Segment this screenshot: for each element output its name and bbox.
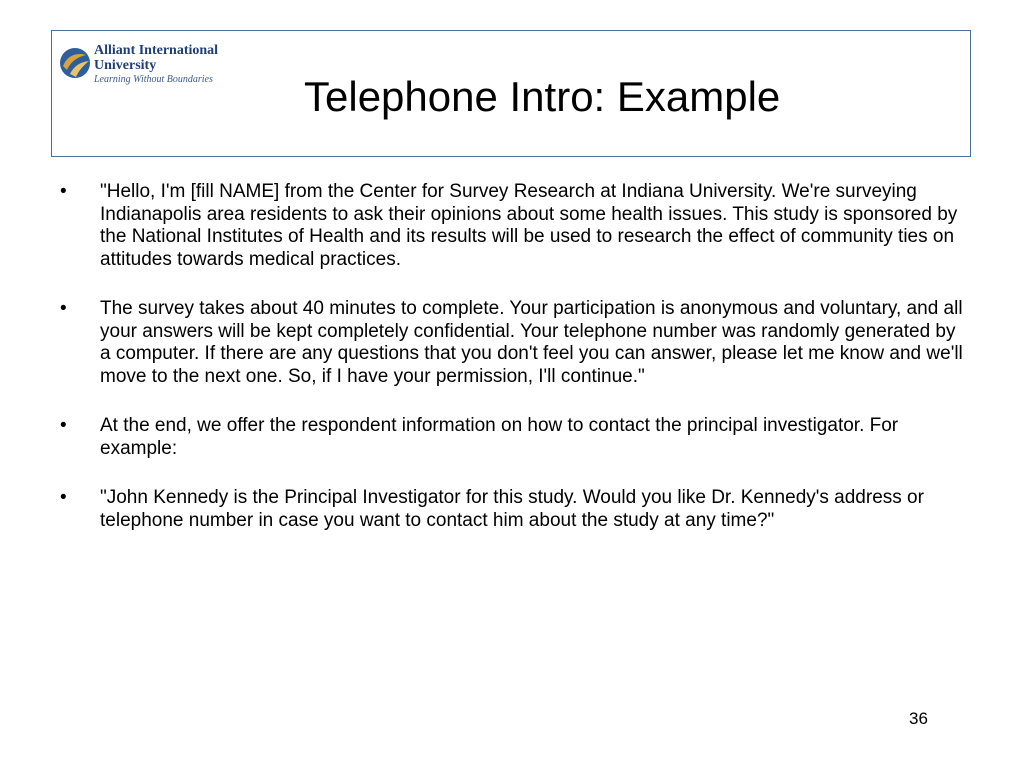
bullet-item bbox=[60, 415, 965, 460]
bullet-item bbox=[60, 181, 965, 271]
bullet-marker: • bbox=[60, 487, 67, 508]
bullet-item bbox=[60, 487, 965, 532]
logo-name-line1: Alliant International bbox=[94, 43, 219, 58]
bullet-list bbox=[60, 181, 965, 559]
bullet-marker: • bbox=[60, 298, 67, 319]
logo-name-line2: University bbox=[94, 58, 157, 73]
bullet-text: The survey takes about 40 minutes to complete. Your participation is anonymous and voluntary, and all your answers will be kept completely confidential. Your telephone number was randomly generated by a computer. If there are any questions that you don't feel you can answer, please let me know and we'll move to the next one. So, if I have your permission, I'll continue." bbox=[100, 298, 963, 387]
bullet-item bbox=[60, 298, 965, 388]
slide-title: Telephone Intro: Example bbox=[304, 73, 781, 120]
logo-wordmark bbox=[94, 44, 218, 85]
university-logo bbox=[58, 44, 238, 94]
bullet-text: "Hello, I'm [fill NAME] from the Center for Survey Research at Indiana University. We're surveying Indianapolis area residents to ask their opinions about some health issues. This study is sponsored by the National Institutes of Health and its results will be used to research the effect of community ties on attitudes towards medical practices. bbox=[100, 181, 958, 270]
bullet-marker: • bbox=[60, 415, 67, 436]
bullet-text: At the end, we offer the respondent information on how to contact the principal investigator. For example: bbox=[100, 415, 899, 459]
logo-emblem-icon bbox=[58, 46, 92, 80]
bullet-marker: • bbox=[60, 181, 67, 202]
slide-number: 36 bbox=[909, 709, 928, 728]
bullet-text: "John Kennedy is the Principal Investigator for this study. Would you like Dr. Kennedy's address or telephone number in case you want to contact him about the study at any time?" bbox=[100, 487, 924, 531]
logo-tagline: Learning Without Boundaries bbox=[94, 74, 213, 85]
